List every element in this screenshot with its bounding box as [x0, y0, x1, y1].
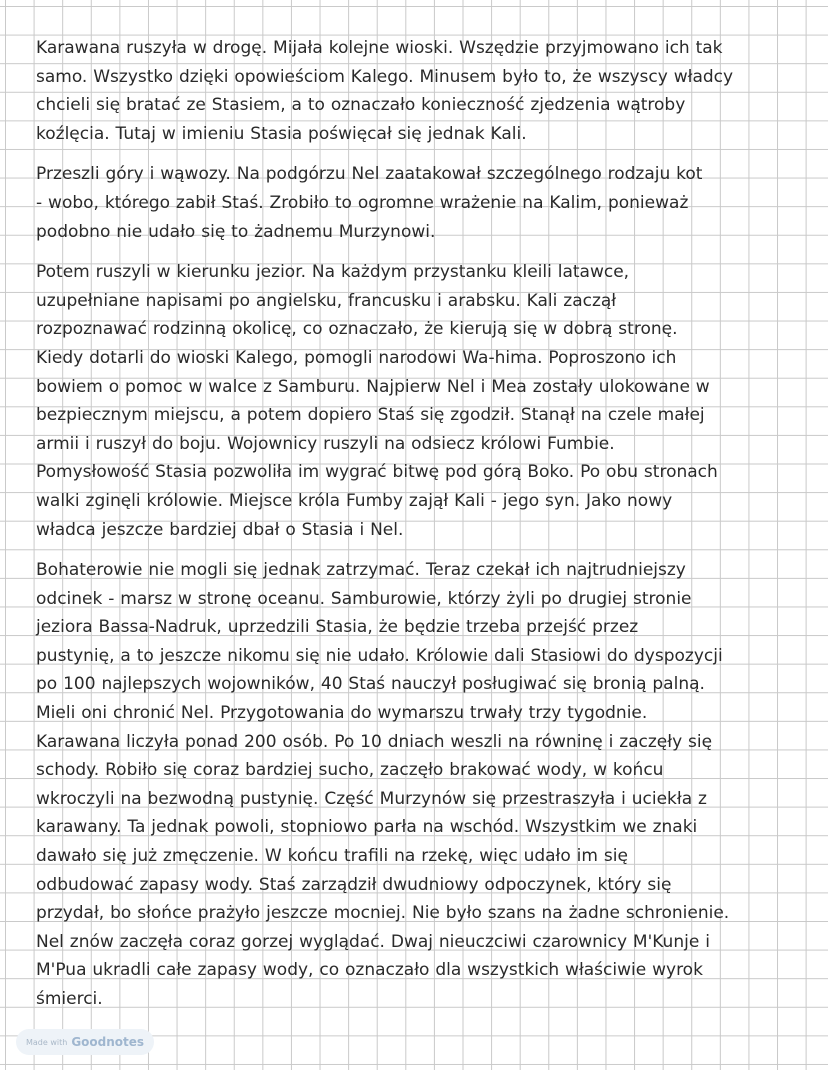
- text-line: chcieli się bratać ze Stasiem, a to oznaczało konieczność zjedzenia wątroby: [36, 95, 686, 116]
- watermark-brand: Goodnotes: [71, 1035, 145, 1049]
- paragraph-4: [36, 556, 816, 1014]
- paragraph-2: [36, 160, 816, 246]
- text-line: odbudować zapasy wody. Staś zarządził dwudniowy odpoczynek, który się: [36, 874, 672, 895]
- text-line: władca jeszcze bardziej dbał o Stasia i Nel.: [36, 519, 404, 540]
- watermark-made-with: Made with: [26, 1037, 68, 1047]
- text-line: Przeszli góry i wąwozy. Na podgórzu Nel zaatakował szczególnego rodzaju kot: [36, 164, 703, 185]
- text-line: śmierci.: [36, 989, 103, 1009]
- text-line: pustynię, a to jeszcze nikomu się nie udało. Królowie dali Stasiowi do dyspozycji: [36, 645, 723, 666]
- text-line: przydał, bo słońce prażyło jeszcze mocniej. Nie było szans na żadne schronienie.: [36, 903, 730, 924]
- text-line: Potem ruszyli w kierunku jezior. Na każdym przystanku kleili latawce,: [36, 262, 630, 283]
- text-line: karawany. Ta jednak powoli, stopniowo parła na wschód. Wszystkim we znaki: [36, 817, 698, 838]
- text-line: Nel znów zaczęła coraz gorzej wyglądać. Dwaj nieuczciwi czarownicy M'Kunje i: [36, 931, 710, 952]
- text-line: M'Pua ukradli całe zapasy wody, co oznaczało dla wszystkich właściwie wyrok: [36, 960, 703, 981]
- text-line: po 100 najlepszych wojowników, 40 Staś nauczył posługiwać się bronią palną.: [36, 674, 705, 695]
- text-line: koźlęcia. Tutaj w imieniu Stasia poświęcał się jednak Kali.: [36, 123, 527, 144]
- text-line: jeziora Bassa-Nadruk, uprzedzili Stasia, że będzie trzeba przejść przez: [36, 617, 639, 638]
- text-line: Karawana liczyła ponad 200 osób. Po 10 dniach weszli na równinę i zaczęły się: [36, 731, 713, 752]
- text-line: bowiem o pomoc w walce z Samburu. Najpierw Nel i Mea zostały ulokowane w: [36, 376, 710, 397]
- text-line: Mieli oni chronić Nel. Przygotowania do wymarszu trwały trzy tygodnie.: [36, 703, 648, 724]
- text-line: Kiedy dotarli do wioski Kalego, pomogli narodowi Wa-hima. Poproszono ich: [36, 347, 677, 368]
- paragraph-1: [36, 34, 816, 148]
- text-line: bezpiecznym miejscu, a potem dopiero Staś się zgodził. Stanął na czele małej: [36, 405, 705, 426]
- text-line: wkroczyli na bezwodną pustynię. Część Murzynów się przestraszyła i uciekła z: [36, 788, 707, 809]
- text-line: armii i ruszył do boju. Wojownicy ruszyli na odsiecz królowi Fumbie.: [36, 433, 615, 454]
- text-line: rozpoznawać rodzinną okolicę, co oznaczało, że kierują się w dobrą stronę.: [36, 319, 678, 340]
- text-line: walki zginęli królowie. Miejsce króla Fumby zajął Kali - jego syn. Jako nowy: [36, 490, 673, 511]
- text-line: schody. Robiło się coraz bardziej sucho, zaczęło brakować wody, w końcu: [36, 760, 664, 781]
- text-line: Karawana ruszyła w drogę. Mijała kolejne wioski. Wszędzie przyjmowano ich tak: [36, 38, 723, 58]
- text-line: dawało się już zmęczenie. W końcu trafili na rzekę, więc udało im się: [36, 846, 628, 867]
- text-line: Pomysłowość Stasia pozwoliła im wygrać bitwę pod górą Boko. Po obu stronach: [36, 462, 718, 483]
- text-line: Bohaterowie nie mogli się jednak zatrzymać. Teraz czekał ich najtrudniejszy: [36, 560, 686, 581]
- text-line: odcinek - marsz w stronę oceanu. Samburowie, którzy żyli po drugiej stronie: [36, 588, 692, 609]
- goodnotes-watermark: [16, 1029, 154, 1055]
- text-line: samo. Wszystko dzięki opowieściom Kalego. Minusem było to, że wszyscy władcy: [36, 66, 734, 87]
- text-line: podobno nie udało się to żadnemu Murzynowi.: [36, 221, 436, 242]
- text-line: - wobo, którego zabił Staś. Zrobiło to ogromne wrażenie na Kalim, ponieważ: [36, 192, 689, 213]
- text-line: uzupełniane napisami po angielsku, francusku i arabsku. Kali zaczął: [36, 290, 617, 311]
- paragraph-3: [36, 258, 816, 544]
- notebook-page: [36, 34, 816, 1026]
